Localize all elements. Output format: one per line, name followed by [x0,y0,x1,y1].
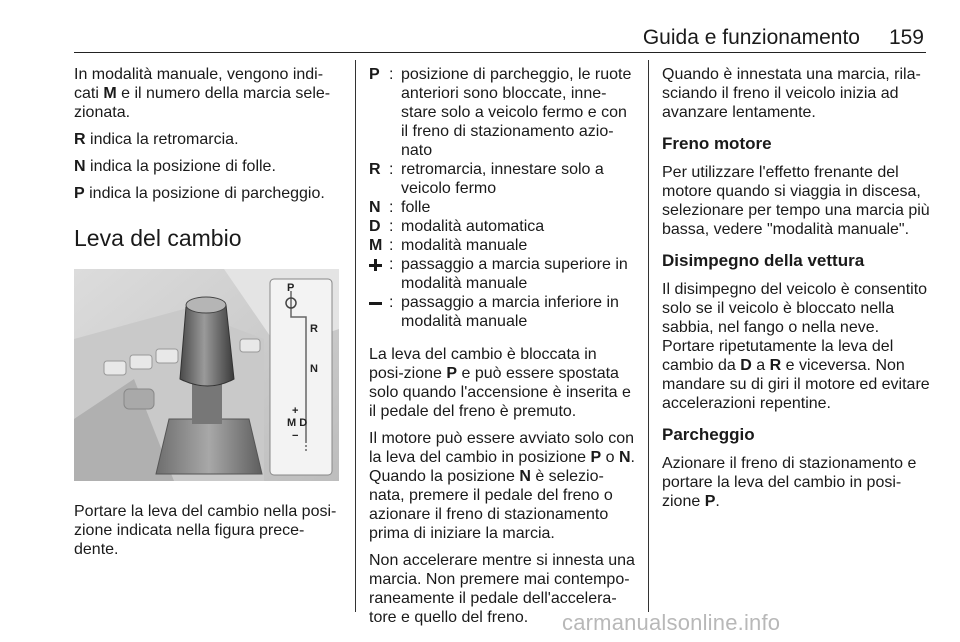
gear-desc-m: modalità manuale [401,237,528,254]
gear-key-d: D [369,218,381,235]
r-line: R indica la retromarcia. [74,131,239,148]
gear-desc-plus: passaggio a marcia superiore in modalità manuale [401,256,628,292]
column-divider-2 [648,60,649,612]
parking-paragraph: Azionare il freno di stazionamento e portare la leva del cambio in posi-zione P. [662,455,917,510]
intro-paragraph: In modalità manuale, vengono indi-cati M e il numero della marcia sele-zionata. [74,66,331,121]
rocking-paragraph-2: Portare ripetutamente la leva del cambio da D a R e viceversa. Non mandare su di giri il motore ed evitare accelerazioni repentine. [662,338,930,412]
column-1 [74,65,342,567]
gate-label-md: M D [287,417,308,429]
column-divider-1 [355,60,356,612]
rocking-paragraph-1: Il disimpegno del veicolo è consentito solo se il veicolo è bloccato nella sabbia, nel fango o nella neve. [662,281,928,336]
column-3 [662,65,930,519]
gate-label-p: P [287,282,295,294]
section-heading: Leva del cambio [74,225,242,251]
gear-row-m: M : modalità manuale [369,236,635,255]
gear-positions-list [369,65,635,331]
p-line: P indica la posizione di parcheggio. [74,185,325,202]
gear-key-n: N [369,199,381,216]
gear-key-r: R [369,161,381,178]
gear-row-p: P : posizione di parcheggio, le ruote anteriori sono bloccate, inne-stare solo a veicolo fermo e con il freno di stazionamento azio-nato [369,65,635,160]
heading-disimpegno: Disimpegno della vettura [662,251,865,270]
watermark: carmanualsonline.info [562,610,781,635]
section-title: Guida e funzionamento [642,26,860,49]
gear-desc-p: posizione di parcheggio, le ruote anteriori sono bloccate, inne-stare solo a veicolo fermo e con il freno di stazionamento azio-nato [401,66,632,159]
gate-label-r: R [310,323,318,335]
gear-key-p: P [369,66,380,83]
page-number: 159 [888,26,924,49]
minus-icon [369,293,383,312]
gate-label-n: N [310,363,318,375]
gear-row-r: R : retromarcia, innestare solo a veicolo fermo [369,160,635,198]
heading-freno-motore: Freno motore [662,134,772,153]
lever-lock-paragraph: La leva del cambio è bloccata in posi-zione P e può essere spostata solo quando l'accensione è inserita e il pedale del freno è premuto. [369,346,631,420]
gear-desc-n: folle [401,199,431,216]
creep-paragraph: Quando è innestata una marcia, rila-sciando il freno il veicolo inizia ad avanzare lentamente. [662,66,921,121]
gate-label-plus: + [292,405,299,417]
n-line: N indica la posizione di folle. [74,158,276,175]
gear-row-d: D : modalità automatica [369,217,635,236]
engine-brake-paragraph: Per utilizzare l'effetto frenante del motore quando si viaggia in discesa, selezionare per tempo una marcia più bassa, vedere "modalità manuale". [662,164,930,238]
plus-icon [369,255,383,274]
column-2 [369,65,635,635]
engine-start-paragraph: Il motore può essere avviato solo con la leva del cambio in posizione P o N. Quando la posizione N è selezio-nata, premere il pedale del freno o azionare il freno di stazionamento prima di iniziare la marcia. [369,430,635,542]
page-header [74,24,926,53]
warning-paragraph: Non accelerare mentre si innesta una marcia. Non premere mai contempo-raneamente il pedale dell'accelera-tore e quello del freno. [369,552,635,626]
gear-row-n: N : folle [369,198,635,217]
gear-desc-minus: passaggio a marcia inferiore in modalità manuale [401,294,619,330]
gear-lever-figure [74,269,339,481]
gear-row-plus: : passaggio a marcia superiore in modalità manuale [369,255,635,293]
gate-label-minus: − [292,430,299,442]
gear-key-m: M [369,237,383,254]
gear-row-minus: : passaggio a marcia inferiore in modalità manuale [369,293,635,331]
gear-desc-r: retromarcia, innestare solo a veicolo fermo [401,161,604,197]
gear-desc-d: modalità automatica [401,218,545,235]
heading-parcheggio: Parcheggio [662,425,755,444]
figure-caption: Portare la leva del cambio nella posi-zione indicata nella figura prece-dente. [74,503,337,558]
